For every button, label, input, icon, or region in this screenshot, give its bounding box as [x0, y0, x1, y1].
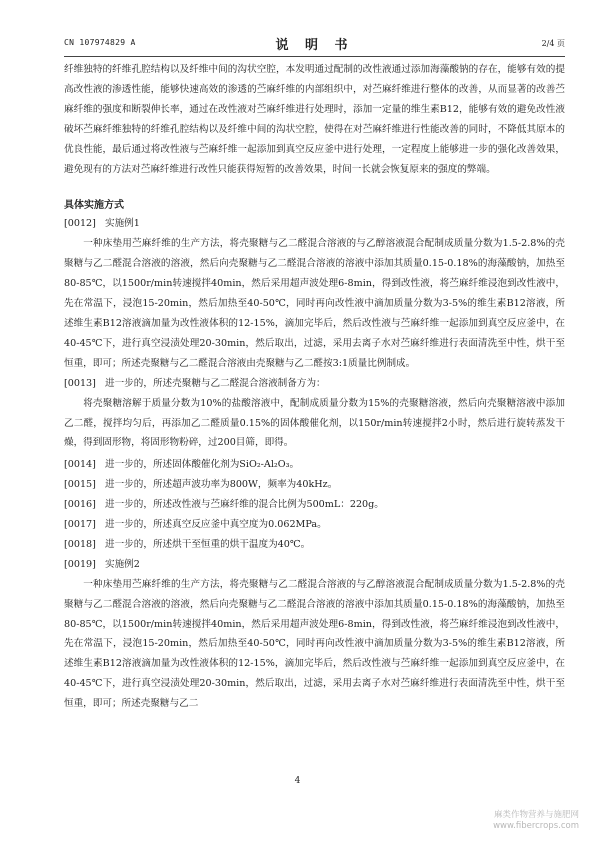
- example-heading: 实施例1: [105, 218, 140, 230]
- page-number: 4: [294, 776, 301, 786]
- document-body: [64, 60, 565, 714]
- paragraph-0014: [64, 455, 565, 475]
- paragraph-0016: [64, 495, 565, 515]
- section-title: 具体实施方式: [64, 200, 124, 212]
- paragraph-number: [0017]: [64, 519, 96, 531]
- paragraph-text: 进一步的，所述烘干至恒重的烘干温度为40℃。: [105, 538, 311, 550]
- paragraph-0018: [64, 535, 565, 555]
- preparation-body: 将壳聚糖溶解于质量分数为10%的盐酸溶液中，配制成质量分数为15%的壳聚糖溶液，然后向壳聚糖溶液中添加乙二醛，搅拌均匀后，再添加乙二醛质量0.15%的固体酸催化剂，以150r/min转速搅拌2小时，然后进行旋转蒸发干燥，得到固形物，将固形物粉碎，过200目筛，即得。: [64, 397, 565, 449]
- example2-body: 一种床垫用苎麻纤维的生产方法，将壳聚糖与乙二醛混合溶液的与乙醇溶液混合配制成质量分数为1.5-2.8%的壳聚糖与乙二醛混合溶液的溶液，然后向壳聚糖与乙二醛混合溶液的溶液中添加其质量0.15-0.18%的海藻酸钠，加热至80-85℃，以1500r/min转速搅拌40min，然后采用超声波处理6-8min，得到改性液，将苎麻纤维浸泡到改性液中，先在常温下，浸泡15-20min，然后加热至40-50℃，同时再向改性液中滴加质量分数为3-5%的维生素B12溶液，所述维生素B12溶液滴加量为改性液体积的12-15%，滴加完毕后，然后改性液与苎麻纤维一起添加到真空反应釜中，在40-45℃下，进行真空浸渍处理20-30min，然后取出，过滤，采用去离子水对苎麻纤维进行表面清洗至中性，烘干至恒重，即可；所述壳聚糖与乙二: [64, 578, 565, 710]
- example-heading: 实施例2: [105, 558, 140, 570]
- paragraph-text: 进一步的，所述真空反应釜中真空度为0.062MPa。: [105, 519, 327, 531]
- watermark: [493, 810, 579, 832]
- document-title: 说 明 书: [275, 38, 354, 53]
- paragraph-0017: [64, 515, 565, 535]
- paragraph-text: 进一步的，所述改性液与苎麻纤维的混合比例为500mL：220g。: [105, 499, 384, 511]
- paragraph-text: 进一步的，所述壳聚糖与乙二醛混合溶液制备方为：: [105, 377, 326, 389]
- paragraph-number: [0014]: [64, 459, 96, 471]
- paragraph-0015: [64, 475, 565, 495]
- paragraph-text: 进一步的，所述固体酸催化剂为SiO₂-Al₂O₃。: [105, 459, 300, 471]
- paragraph-number: [0013]: [64, 377, 96, 389]
- paragraph-number: [0016]: [64, 499, 96, 511]
- paragraph-text: 进一步的，所述超声波功率为800W，频率为40kHz。: [105, 479, 338, 491]
- paragraph-0013: [64, 374, 565, 394]
- paragraph-number: [0019]: [64, 558, 96, 570]
- page-header: [64, 34, 565, 54]
- paragraph-number: [0015]: [64, 479, 96, 491]
- paragraph-0012: [64, 214, 565, 234]
- intro-paragraph: 纤维独特的纤维孔腔结构以及纤维中间的沟状空腔，本发明通过配制的改性液通过添加海藻酸钠的存在，能够有效的提高改性液的渗透性能，能够快速高效的渗透的苎麻纤维的内部组织中，对苎麻纤维进行整体的改善，从而显著的改善苎麻纤维的强度和断裂伸长率，通过在改性液对苎麻纤维进行处理时，添加一定量的维生素B12，能够有效的避免改性液破坏苎麻纤维独特的纤维孔腔结构以及纤维中间的沟状空腔，使得在对苎麻纤维进行性能改善的同时，不降低其原本的优良性能，最后通过将改性液与苎麻纤维一起添加到真空反应釜中进行处理，一定程度上能够进一步的强化改善效果，避免现有的方法对苎麻纤维进行改性只能获得短暂的改善效果，时间一长就会恢复原来的强度的弊端。: [64, 64, 565, 175]
- page-reference: 2/4 页: [541, 39, 565, 48]
- paragraph-0019: [64, 555, 565, 575]
- example1-body: 一种床垫用苎麻纤维的生产方法，将壳聚糖与乙二醛混合溶液的与乙醇溶液混合配制成质量分数为1.5-2.8%的壳聚糖与乙二醛混合溶液的溶液，然后向壳聚糖与乙二醛混合溶液的溶液中添加其质量0.15-0.18%的海藻酸钠，加热至80-85℃，以1500r/min转速搅拌40min，然后采用超声波处理6-8min，得到改性液，将苎麻纤维浸泡到改性液中，先在常温下，浸泡15-20min，然后加热至40-50℃，同时再向改性液中滴加质量分数为3-5%的维生素B12溶液，所述维生素B12溶液滴加量为改性液体积的12-15%，滴加完毕后，然后改性液与苎麻纤维一起添加到真空反应釜中，在40-45℃下，进行真空浸渍处理20-30min，然后取出，过滤，采用去离子水对苎麻纤维进行表面清洗至中性，烘干至恒重，即可；所述壳聚糖与乙二醛混合溶液由壳聚糖与乙二醛按3:1质量比例制成。: [64, 238, 565, 369]
- paragraph-number: [0012]: [64, 218, 96, 230]
- patent-number: CN 107974829 A: [64, 38, 136, 47]
- watermark-url: www.fibercrops.com: [493, 821, 579, 831]
- paragraph-number: [0018]: [64, 538, 96, 550]
- watermark-site-name: 麻类作物营养与施肥网: [493, 810, 579, 820]
- header-rule: [64, 56, 565, 57]
